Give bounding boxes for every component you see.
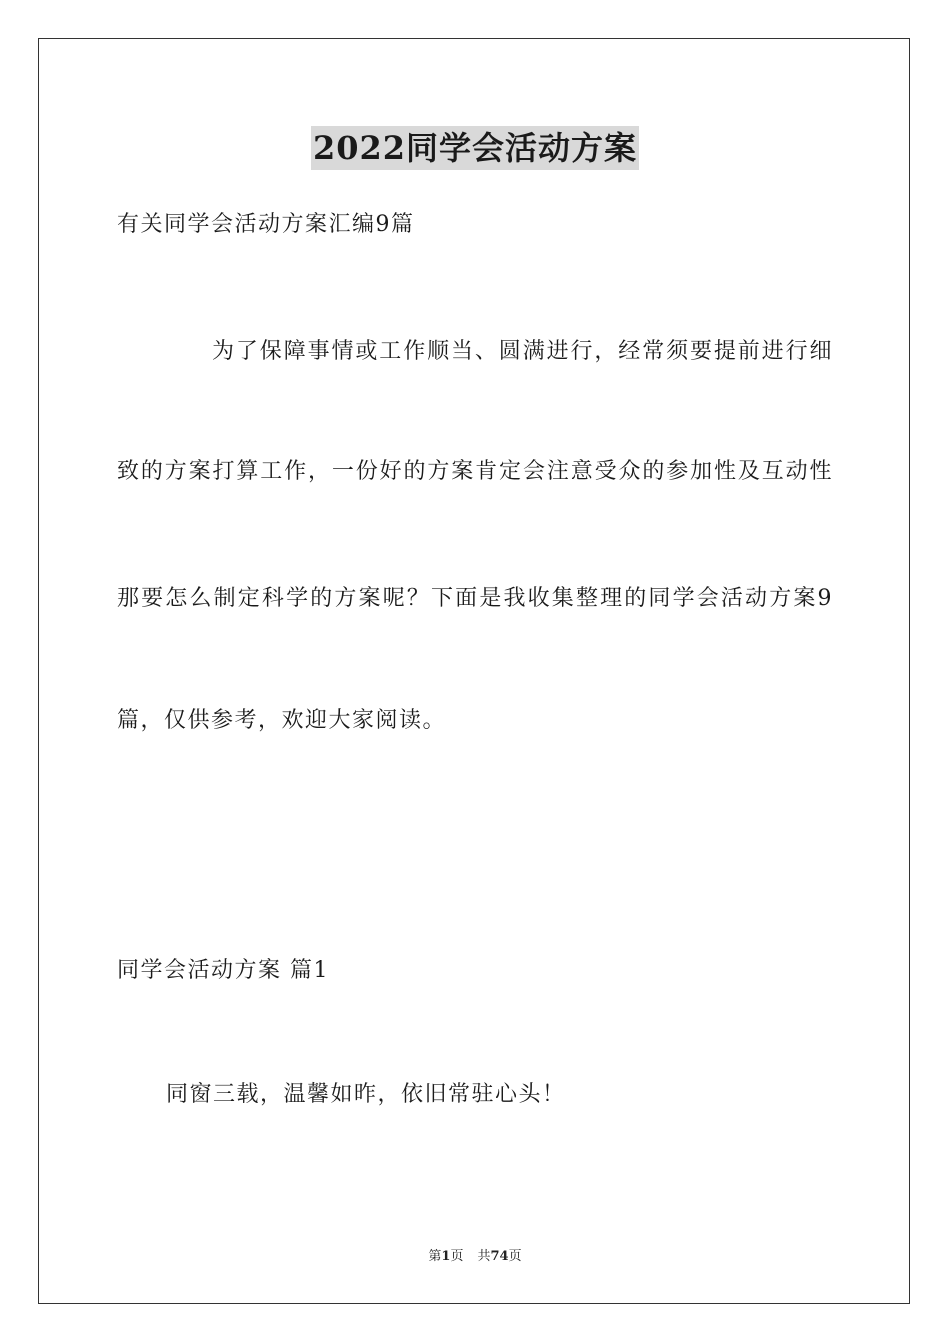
footer-total-pages: 74 (490, 1249, 509, 1264)
document-title: 2022同学会活动方案 (311, 126, 639, 170)
section-heading: 同学会活动方案 篇1 (117, 958, 329, 983)
intro-paragraph-line: 致的方案打算工作，一份好的方案肯定会注意受众的参加性及互动性 (117, 459, 833, 484)
intro-paragraph-line: 为了保障事情或工作顺当、圆满进行，经常须要提前进行细 (212, 339, 833, 364)
page-footer (0, 1245, 950, 1264)
footer-total-suffix: 页 (508, 1249, 522, 1264)
footer-page-number: 1 (441, 1249, 451, 1264)
section-paragraph-line: 同窗三载，温馨如昨，依旧常驻心头！ (166, 1082, 566, 1107)
footer-total-prefix: 共 (477, 1249, 491, 1264)
footer-page-prefix: 第 (428, 1249, 442, 1264)
document-subtitle: 有关同学会活动方案汇编9篇 (117, 212, 415, 237)
intro-paragraph-line: 那要怎么制定科学的方案呢？下面是我收集整理的同学会活动方案9 (117, 586, 833, 611)
intro-paragraph-line: 篇，仅供参考，欢迎大家阅读。 (117, 708, 447, 733)
title-container (0, 126, 950, 170)
footer-page-suffix: 页 (450, 1249, 464, 1264)
